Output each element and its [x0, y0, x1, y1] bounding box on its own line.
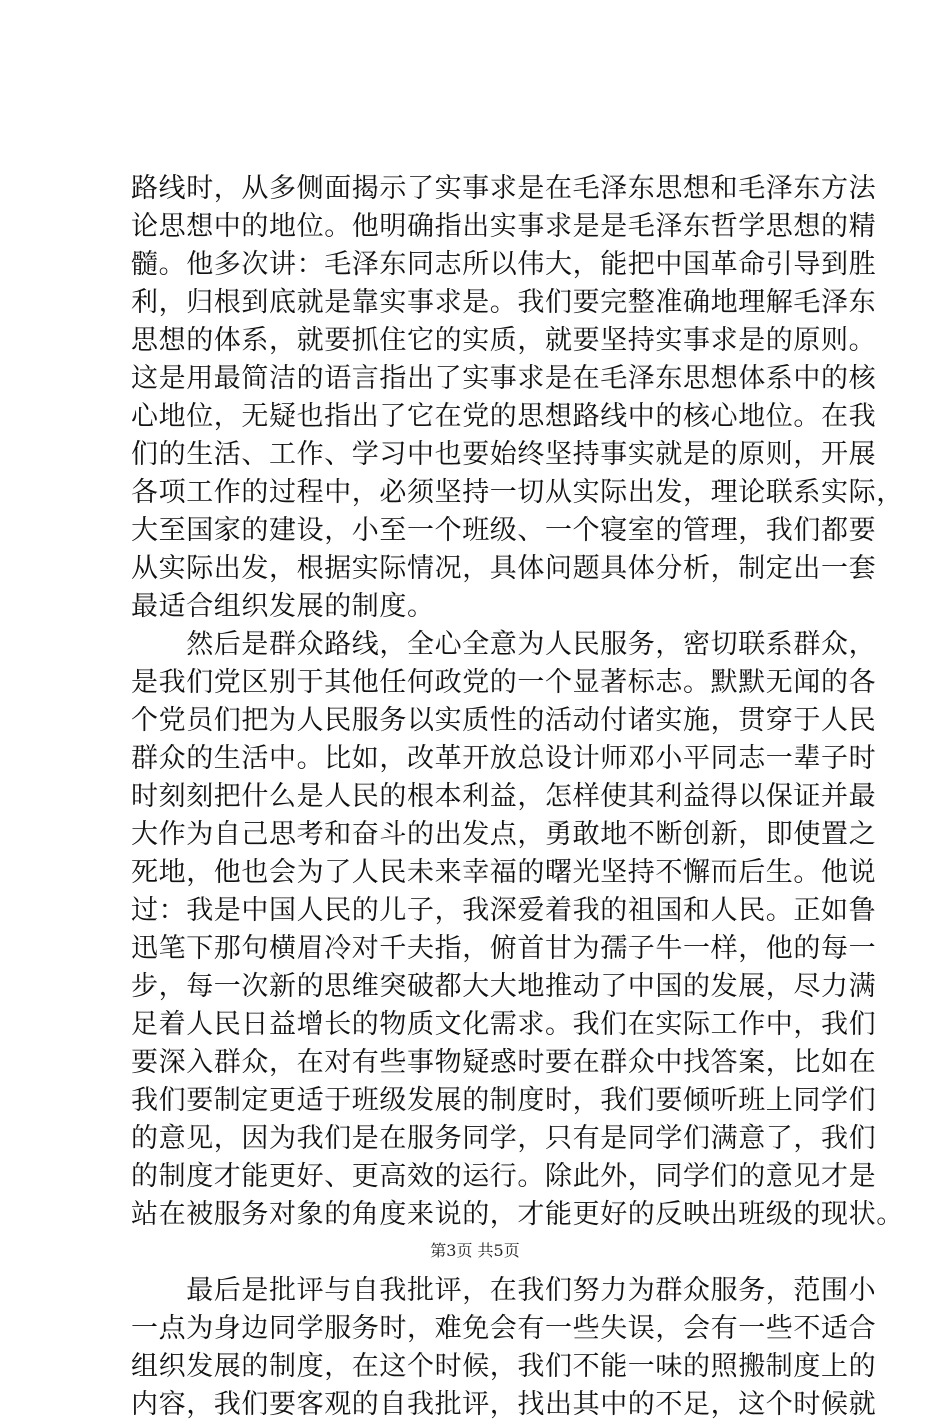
text-line: 迅笔下那句横眉冷对千夫指，俯首甘为孺子牛一样，他的每一: [131, 933, 877, 964]
text-line: 内容，我们要客观的自我批评，找出其中的不足，这个时候就: [131, 1389, 877, 1420]
text-line: 髓。他多次讲：毛泽东同志所以伟大，能把中国革命引导到胜: [131, 249, 877, 280]
text-line: 步，每一次新的思维突破都大大地推动了中国的发展，尽力满: [131, 971, 877, 1002]
text-line: 要深入群众，在对有些事物疑惑时要在群众中找答案，比如在: [131, 1047, 877, 1078]
page-number-footer: 第3页 共5页: [430, 1241, 520, 1260]
text-line: 们的生活、工作、学习中也要始终坚持事实就是的原则，开展: [131, 439, 877, 470]
text-line: 站在被服务对象的角度来说的，才能更好的反映出班级的现状。: [131, 1199, 904, 1230]
text-line: 利，归根到底就是靠实事求是。我们要完整准确地理解毛泽东: [131, 287, 877, 318]
text-line: 足着人民日益增长的物质文化需求。我们在实际工作中，我们: [131, 1009, 877, 1040]
text-line: 这是用最简洁的语言指出了实事求是在毛泽东思想体系中的核: [131, 363, 877, 394]
text-line: 各项工作的过程中，必须坚持一切从实际出发，理论联系实际，: [131, 477, 904, 508]
text-line: 从实际出发，根据实际情况，具体问题具体分析，制定出一套: [131, 553, 877, 584]
text-line: 最适合组织发展的制度。: [131, 591, 435, 622]
text-line: 是我们党区别于其他任何政党的一个显著标志。默默无闻的各: [131, 667, 877, 698]
text-line: 一点为身边同学服务时，难免会有一些失误，会有一些不适合: [131, 1313, 877, 1344]
text-line: 大作为自己思考和奋斗的出发点，勇敢地不断创新，即使置之: [131, 819, 877, 850]
paragraph-1: [131, 170, 904, 626]
text-line: 我们要制定更适于班级发展的制度时，我们要倾听班上同学们: [131, 1085, 877, 1116]
text-line: 论思想中的地位。他明确指出实事求是是毛泽东哲学思想的精: [131, 211, 877, 242]
text-line: 思想的体系，就要抓住它的实质，就要坚持实事求是的原则。: [131, 325, 877, 356]
paragraph-3: [131, 1272, 877, 1424]
text-line: 时刻刻把什么是人民的根本利益，怎样使其利益得以保证并最: [131, 781, 877, 812]
text-line: 死地，他也会为了人民未来幸福的曙光坚持不懈而后生。他说: [131, 857, 877, 888]
text-line: 个党员们把为人民服务以实质性的活动付诸实施，贯穿于人民: [131, 705, 877, 736]
text-line: 的制度才能更好、更高效的运行。除此外，同学们的意见才是: [131, 1161, 877, 1192]
text-line: 心地位，无疑也指出了它在党的思想路线中的核心地位。在我: [131, 401, 877, 432]
document-body: [131, 170, 904, 1424]
text-line: 群众的生活中。比如，改革开放总设计师邓小平同志一辈子时: [131, 743, 877, 774]
text-line: 过：我是中国人民的儿子，我深爱着我的祖国和人民。正如鲁: [131, 895, 877, 926]
text-line: 然后是群众路线，全心全意为人民服务，密切联系群众，: [131, 629, 877, 660]
text-line: 路线时，从多侧面揭示了实事求是在毛泽东思想和毛泽东方法: [131, 173, 877, 204]
text-line: 大至国家的建设，小至一个班级、一个寝室的管理，我们都要: [131, 515, 877, 546]
paragraph-2: [131, 626, 904, 1234]
text-line: 组织发展的制度，在这个时候，我们不能一味的照搬制度上的: [131, 1351, 877, 1382]
text-line: 最后是批评与自我批评，在我们努力为群众服务，范围小: [131, 1275, 877, 1306]
text-line: 的意见，因为我们是在服务同学，只有是同学们满意了，我们: [131, 1123, 877, 1154]
